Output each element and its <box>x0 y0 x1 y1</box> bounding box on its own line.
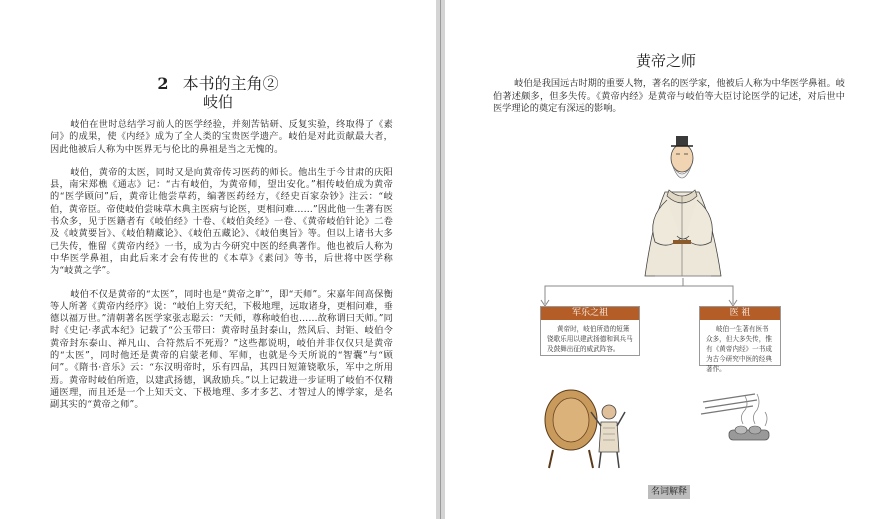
right-page <box>445 0 887 519</box>
military-music-box <box>540 306 640 356</box>
needles-herbs-illustration <box>695 380 785 450</box>
left-body-text <box>50 119 393 423</box>
qibo-figure-illustration <box>625 130 740 280</box>
paragraph: 岐伯不仅是黄帝的“太医”，同时也是“黄帝之旷”，即“天师”。宋嘉年间高保衡等人所著《黄帝内经序》说：“岐伯上穷天纪，下极地理，远取诸身，更相问难，垂德以福万世。”清朝著名医学家张志聪云：“天师，尊称岐伯也……故称谓曰天师。”同时《史记·孝武本纪》记载了“公玉带曰：黄帝时虽封泰山，然风后、封钜、岐伯令黄帝封东泰山、禅凡山、合符然后不死焉？”这些都说明，岐伯并非仅仅只是黄帝的“太医”，同时他还是黄帝的启蒙老师、军师，也就是今天所说的“智囊”与“顾问”。《隋书·音乐》云：“东汉明帝时，乐有四品，其四日短箫铙歌乐，军中之所用焉。黄帝时岐伯所造，以建武扬德，讽敌励兵。”以上记载进一步证明了岐伯不仅精通医理，而且还是一个上知天文、下极地理、多才多艺、才智过人的博学家，是名副其实的“黄帝之师”。 <box>50 288 393 411</box>
right-intro-text: 岐伯是我国远古时期的重要人物，著名的医学家，他被后人称为中华医学鼻祖。岐伯著述颇多，但多失传。《黄帝内经》是黄帝与岐伯等大臣讨论医学的记述，对后世中医学理论的奠定有深远的影响。 <box>493 78 845 115</box>
medicine-ancestor-title: 医 祖 <box>700 307 780 320</box>
medicine-ancestor-text: 岐伯一生著有医书众多，但大多失传，惟有《黄帝内经》一书成为古今研究中医的经典著作。 <box>706 325 772 373</box>
chapter-title: 本书的主角② <box>182 74 279 93</box>
chapter-heading <box>0 74 436 93</box>
chapter-subtitle: 岐伯 <box>202 93 233 111</box>
drum-warrior-illustration <box>541 372 651 472</box>
term-explanation-label: 名词解释 <box>648 485 690 499</box>
chapter-number: 2 <box>157 74 169 93</box>
diagram-connectors <box>535 278 755 308</box>
paragraph: 岐伯，黄帝的太医，同时又是向黄帝传习医药的师长。他出生于今甘肃的庆阳县，南宋郑樵《通志》记：“古有岐伯，为黄帝师，望出安化。”相传岐伯成为黄帝的“医学顾问”后，黄帝让他尝草药，编著医药经方，《经史百家杂钞》注云：“岐伯，黄帝臣。帝使岐伯尝味草木典主医病与论医，更相问难……”因此他一生著有医书众多，见于医籍者有《岐伯经》十卷、《岐伯灸经》一卷、《黄帝岐伯针论》二卷及《岐黄要旨》、《岐伯精藏论》、《岐伯五藏论》、《岐伯奥旨》等。但以上诸书大多已失传，惟留《黄帝内经》一书，成为古今研究中医的经典著作。他也被后人称为中华医学鼻祖，由此后来才会有传世的《本草》《素问》等书，后世将中医学称为“岐黄之学”。 <box>50 166 393 277</box>
military-music-title: 军乐之祖 <box>541 307 639 320</box>
military-music-text: 黄帝时，岐伯所造的短箫铙歌乐用以建武扬德和讽兵马及鼓舞出征的威武阵容。 <box>547 325 633 353</box>
left-page <box>0 0 436 519</box>
paragraph: 岐伯在世时总结学习前人的医学经验，并刻苦钻研、反复实验，终取得了《素问》的成果，使《内经》成为了全人类的宝贵医学遗产。岐伯是对此贡献最大者，因此他被后人称为中医界无与伦比的鼻祖是当之无愧的。 <box>50 119 393 155</box>
medicine-ancestor-box <box>699 306 781 373</box>
right-page-title: 黄帝之师 <box>635 52 696 70</box>
book-spine <box>436 0 445 519</box>
